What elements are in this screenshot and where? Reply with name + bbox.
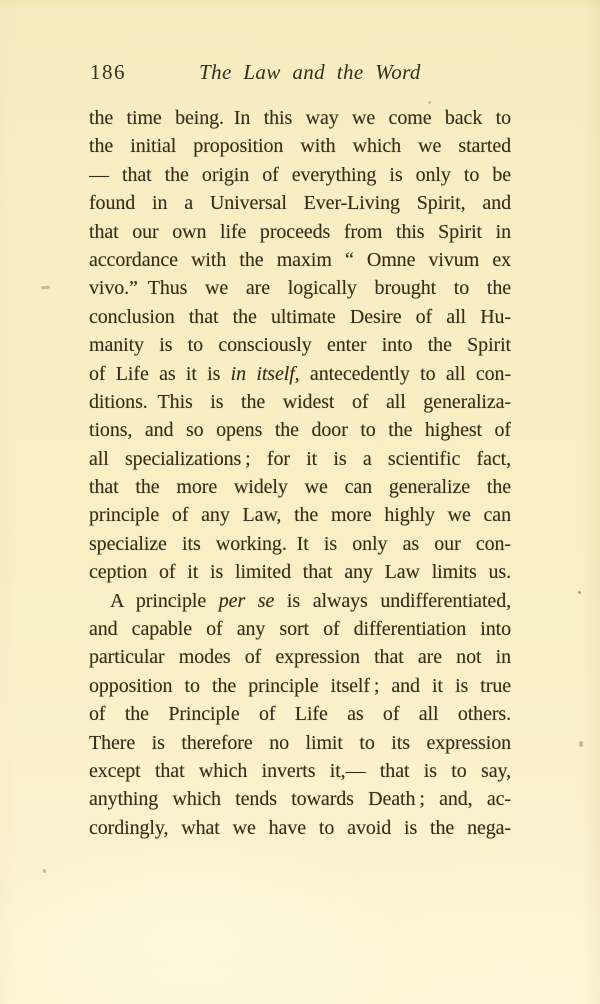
text-line: and capable of any sort of differentiation into	[89, 618, 511, 641]
text-line: the initial proposition with which we started	[89, 135, 511, 158]
page-body	[89, 104, 511, 842]
scan-speck	[428, 101, 431, 104]
scan-speck	[579, 741, 583, 747]
text-line: principle of any Law, the more highly we can	[89, 504, 511, 527]
scan-speck	[43, 869, 46, 873]
text-line: the time being. In this way we come back to	[89, 107, 511, 129]
text-line: particular modes of expression that are not in	[89, 646, 511, 669]
text-line: tions, and so opens the door to the highest of	[89, 419, 511, 442]
page-number: 186	[90, 60, 126, 84]
text-line: except that which inverts it,— that is to say,	[89, 759, 511, 782]
text-line: of the Principle of Life as of all others.	[89, 703, 511, 726]
text-line: ception of it is limited that any Law limits us.	[89, 561, 511, 584]
text-line: ditions. This is the widest of all generaliza-	[89, 390, 511, 413]
page-header	[89, 56, 511, 88]
text-line: specialize its working. It is only as our con-	[89, 532, 511, 555]
text-line: of Life as it is in itself, antecedently to all con-	[89, 362, 511, 385]
text-line: vivo.” Thus we are logically brought to the	[89, 277, 511, 300]
text-line: opposition to the principle itself ; and it is true	[89, 674, 511, 697]
text-line: — that the origin of everything is only to be	[89, 163, 511, 186]
text-line: all specializations ; for it is a scientific fact,	[89, 447, 511, 470]
scan-speck	[41, 285, 50, 289]
text-line: anything which tends towards Death ; and, ac-	[89, 788, 511, 811]
running-title: The Law and the Word	[199, 60, 421, 84]
text-line: manity is to consciously enter into the Spirit	[89, 334, 511, 357]
text-line: A principle per se is always undifferentiated,	[110, 589, 511, 612]
text-line: conclusion that the ultimate Desire of all Hu-	[89, 305, 511, 328]
text-line: There is therefore no limit to its expression	[89, 731, 511, 754]
scan-speck	[578, 591, 581, 594]
text-line: that our own life proceeds from this Spirit in	[89, 220, 511, 243]
text-line: found in a Universal Ever-Living Spirit, and	[89, 192, 511, 215]
text-line: accordance with the maxim “ Omne vivum ex	[89, 248, 511, 271]
text-line: that the more widely we can generalize the	[89, 476, 511, 499]
text-line: cordingly, what we have to avoid is the nega-	[89, 816, 511, 839]
